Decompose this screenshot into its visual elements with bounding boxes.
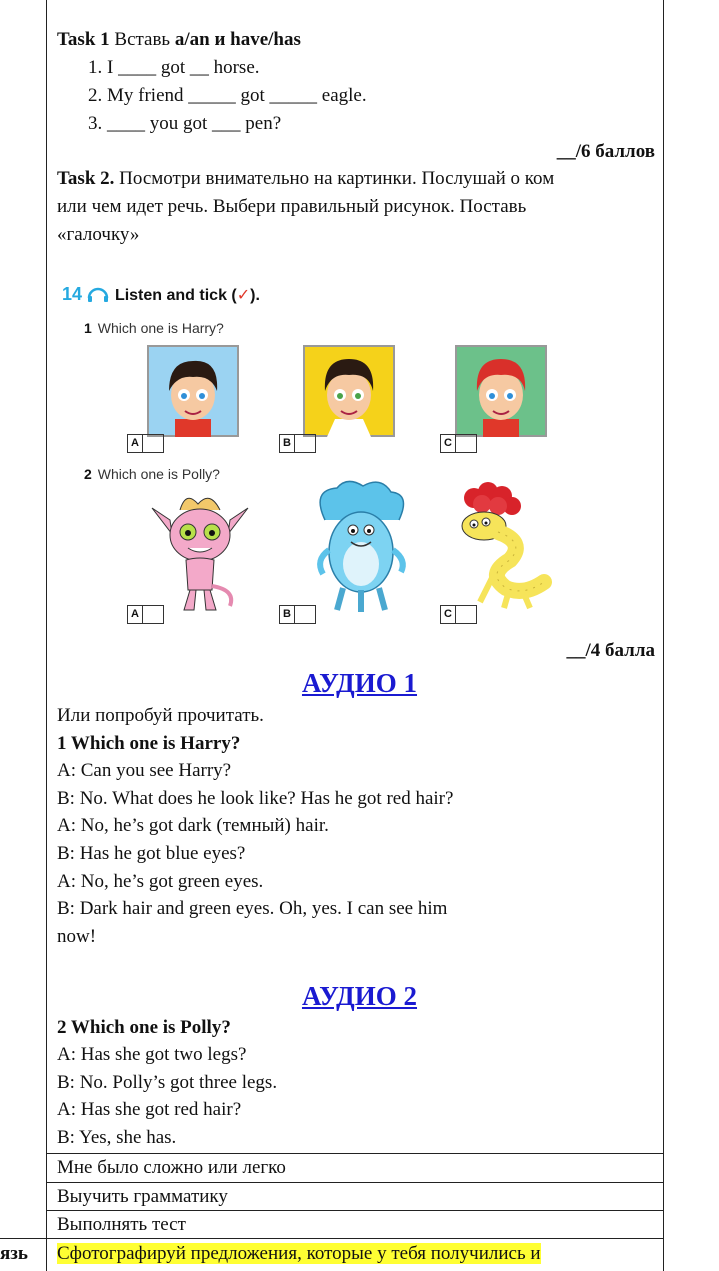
dialogue-line: A: Has she got two legs? xyxy=(57,1044,247,1065)
blue-monster-picture xyxy=(307,480,412,615)
table-border-left xyxy=(46,0,47,1271)
boy-picture-a xyxy=(147,345,239,437)
headphones-icon xyxy=(86,284,110,302)
question-1: 1 Which one is Harry? xyxy=(84,320,224,336)
left-cell-text: язь xyxy=(0,1243,28,1264)
row-divider xyxy=(46,1182,664,1183)
dialogue-line: B: Has he got blue eyes? xyxy=(57,843,246,864)
dialogue-line: now! xyxy=(57,926,97,947)
row-divider xyxy=(46,1210,664,1211)
boy-picture-c xyxy=(455,345,547,437)
highlighted-instruction: Сфотографируй предложения, которые у тебя получились и xyxy=(57,1243,541,1264)
dialogue-line: A: Has she got red hair? xyxy=(57,1099,242,1120)
task1-item: 3. ____ you got ___ pen? xyxy=(88,113,282,134)
answer-box-b[interactable]: B xyxy=(279,605,316,624)
answer-box-c[interactable]: C xyxy=(440,605,477,624)
exercise-number: 14 xyxy=(62,284,83,304)
dialogue-line: B: Dark hair and green eyes. Oh, yes. I can see him xyxy=(57,898,448,919)
task1-score: __/6 баллов xyxy=(556,141,655,162)
task1-item: 2. My friend _____ got _____ eagle. xyxy=(88,85,367,106)
answer-box-a[interactable]: A xyxy=(127,434,164,453)
dialogue-line: B: Yes, she has. xyxy=(57,1127,177,1148)
audio1-question: 1 Which one is Harry? xyxy=(57,733,241,754)
dialogue-line: A: Can you see Harry? xyxy=(57,760,232,781)
task2-line: или чем идет речь. Выбери правильный рисунок. Поставь xyxy=(57,196,527,217)
answer-box-b[interactable]: B xyxy=(279,434,316,453)
table-row: Выполнять тест xyxy=(57,1214,186,1235)
task2-score: __/4 балла xyxy=(566,640,655,661)
answer-box-c[interactable]: C xyxy=(440,434,477,453)
dialogue-line: B: No. Polly’s got three legs. xyxy=(57,1072,278,1093)
exercise-heading: 14 Listen and tick (✓). xyxy=(62,284,260,304)
boy-picture-b xyxy=(303,345,395,437)
row-divider xyxy=(0,1238,664,1239)
task1-item: 1. I ____ got __ horse. xyxy=(88,57,260,78)
table-row: Выучить грамматику xyxy=(57,1186,228,1207)
audio1-intro: Или попробуй прочитать. xyxy=(57,705,264,726)
audio2-question: 2 Which one is Polly? xyxy=(57,1017,231,1038)
task1-title: Task 1 Вставь a/an и have/has xyxy=(57,29,301,50)
answer-box-a[interactable]: A xyxy=(127,605,164,624)
dialogue-line: B: No. What does he look like? Has he got red hair? xyxy=(57,788,454,809)
audio2-link[interactable]: АУДИО 2 xyxy=(301,981,418,1011)
pink-monster-picture xyxy=(150,490,250,615)
row-divider xyxy=(46,1153,664,1154)
dialogue-line: A: No, he’s got dark (темный) hair. xyxy=(57,815,329,836)
task2-line: «галочку» xyxy=(57,224,140,245)
yellow-monster-picture xyxy=(444,482,556,612)
table-row: Мне было сложно или легко xyxy=(57,1157,286,1178)
audio1-link[interactable]: АУДИО 1 xyxy=(301,668,418,698)
question-2: 2 Which one is Polly? xyxy=(84,466,220,482)
table-border-right xyxy=(663,0,664,1271)
dialogue-line: A: No, he’s got green eyes. xyxy=(57,871,264,892)
task2-line: Task 2. Посмотри внимательно на картинки. Послушай о ком xyxy=(57,168,555,189)
